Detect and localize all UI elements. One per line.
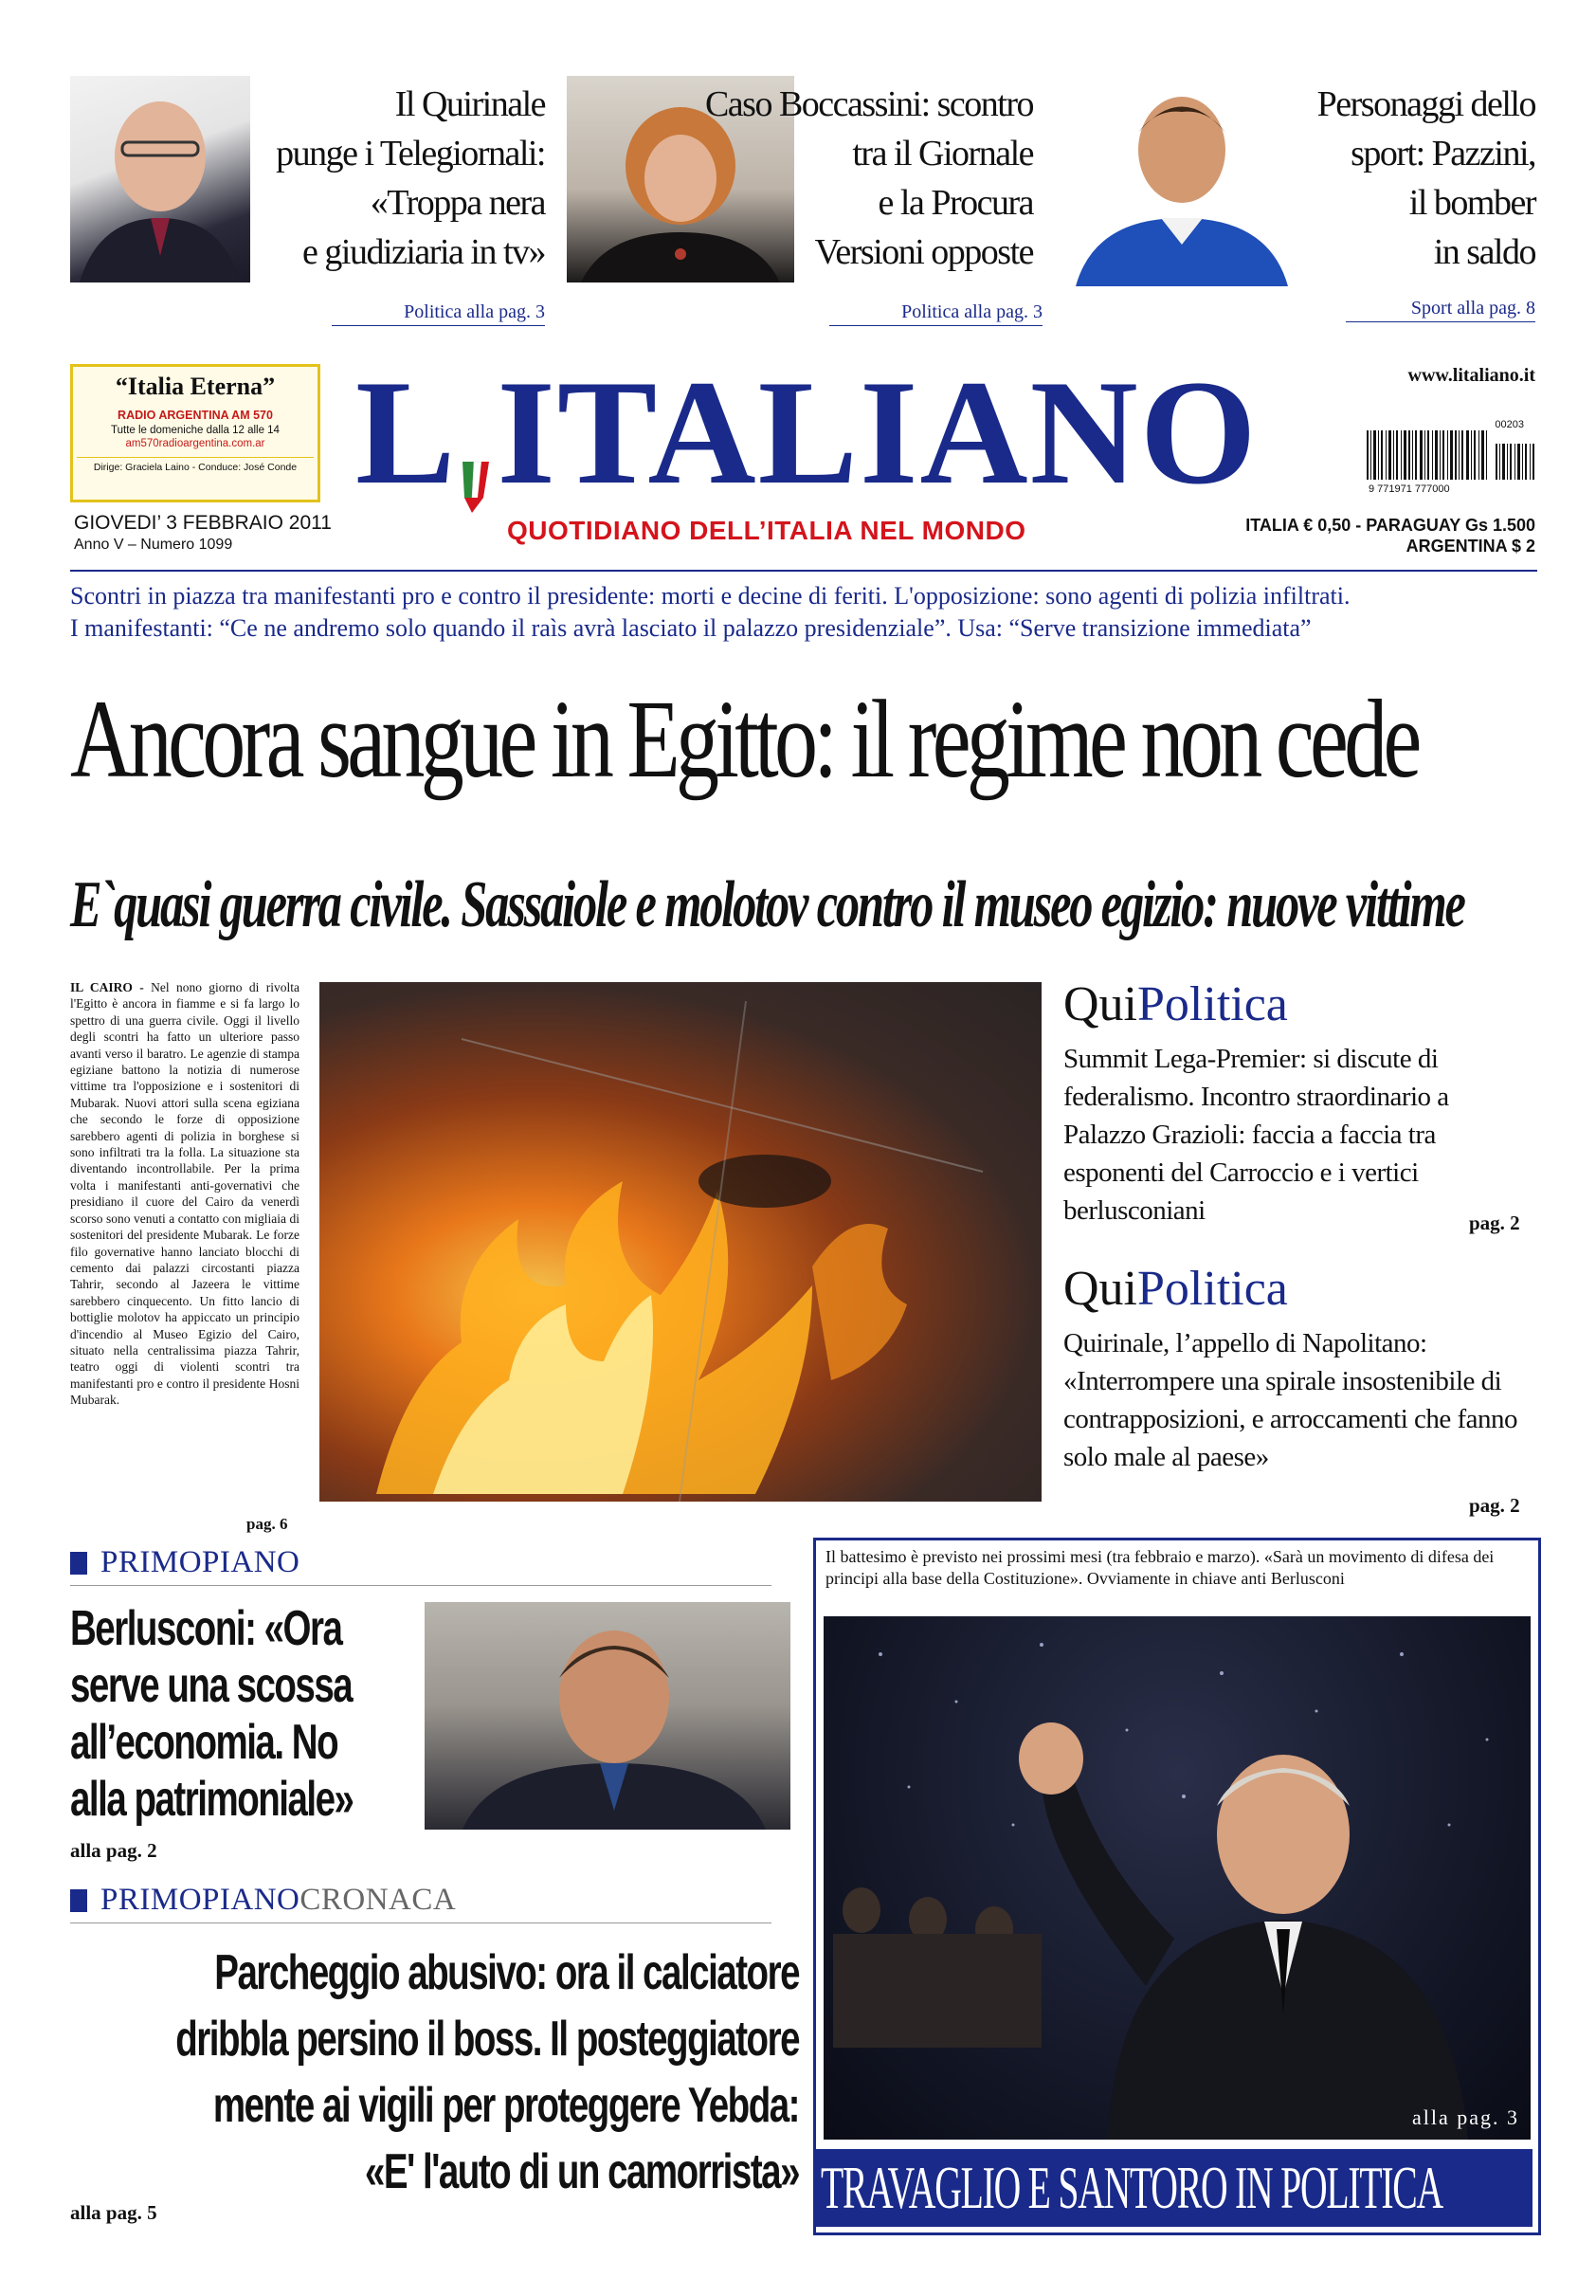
primopiano-rule	[70, 1585, 771, 1586]
radio-box-schedule: Tutte le domeniche dalla 12 alle 14	[111, 425, 280, 436]
masthead-name-rest: ITALIANO	[497, 350, 1259, 516]
section-square-icon	[70, 1889, 87, 1912]
masthead-tagline: QUOTIDIANO DELL’ITALIA NEL MONDO	[507, 516, 1026, 545]
quipolitica-1-head: QuiPolitica	[1063, 977, 1288, 1031]
primopiano-page-ref[interactable]: alla pag. 2	[70, 1839, 157, 1862]
italian-flag-apostrophe-icon	[459, 385, 491, 440]
radio-box-site: am570radioargentina.com.ar	[125, 438, 265, 449]
teaser-3-title: Personaggi dello sport: Pazzini, il bomber in saldo	[1316, 84, 1535, 272]
teaser-2-title: Caso Boccassini: scontro tra il Giornale e la Procura Versioni opposte	[704, 84, 1033, 272]
flames-icon	[319, 982, 1042, 1502]
teaser-1-link[interactable]: Politica alla pag. 3	[332, 301, 545, 326]
lead-kicker: Scontri in piazza tra manifestanti pro e contro il presidente: morti e decine di feriti. L'opposizione: sono agenti di polizia infiltrati. I manifestanti: “Ce ne andremo solo quando il raìs avrà lasciato il palazzo presidenziale”. Usa: “Serve transizione immediata”	[70, 582, 1351, 642]
cronaca-page-ref[interactable]: alla pag. 5	[70, 2201, 157, 2224]
masthead-logo[interactable]	[355, 350, 1332, 516]
quipolitica-2-head: QuiPolitica	[1063, 1262, 1288, 1316]
travaglio-photo-page-ref[interactable]: alla pag. 3	[1411, 2105, 1519, 2129]
masthead-name-l: L	[355, 350, 458, 516]
quipolitica-2-page-ref[interactable]: pag. 2	[1469, 1494, 1520, 1517]
teaser-2-link[interactable]: Politica alla pag. 3	[829, 301, 1043, 326]
quipolitica-1-body[interactable]: Summit Lega-Premier: si discute di federalismo. Incontro straordinario a Palazzo Grazioli: faccia a faccia tra esponenti del Carroccio e i vertici berlusconiani	[1063, 1044, 1449, 1226]
primopiano-section-label: PRIMOPIANO	[70, 1545, 299, 1580]
masthead-rule	[70, 570, 1537, 572]
berlusconi-photo	[425, 1602, 790, 1830]
issue-number: Anno V – Numero 1099	[74, 537, 233, 553]
radio-box-station: RADIO ARGENTINA AM 570	[118, 409, 273, 422]
lead-headline[interactable]: Ancora sangue in Egitto: il regime non cede	[70, 677, 1418, 801]
section-square-icon	[70, 1552, 87, 1575]
travaglio-banner: TRAVAGLIO E SANTORO IN POLITICA	[816, 2149, 1533, 2227]
radio-box[interactable]	[70, 364, 320, 502]
teaser-1-title: Il Quirinale punge i Telegiornali: «Troppa nera e giudiziaria in tv»	[276, 84, 545, 272]
lead-subhead: E`quasi guerra civile. Sassaiole e molotov contro il museo egizio: nuove vittime	[70, 868, 1464, 941]
portrait-silhouette-icon	[70, 76, 250, 282]
travaglio-box[interactable]	[813, 1538, 1541, 2235]
napolitano-photo	[70, 76, 250, 282]
travaglio-caption: Il battesimo è previsto nei prossimi mesi (tra febbraio e marzo). «Sarà un movimento di difesa dei principi alla base della Costituzione». Ovviamente in chiave anti Berlusconi	[825, 1547, 1495, 1588]
quipolitica-1-page-ref[interactable]: pag. 2	[1469, 1212, 1520, 1234]
barcode-icon	[1365, 430, 1535, 487]
barcode: 00203 9 771971 777000	[1365, 417, 1535, 498]
quipolitica-2-body[interactable]: Quirinale, l’appello di Napolitano: «Interrompere una spirale insostenibile di contrapposizioni, e arroccamenti che fanno solo male al paese»	[1063, 1328, 1518, 1472]
lead-page-ref[interactable]: pag. 6	[246, 1515, 288, 1533]
cronaca-headline[interactable]: Parcheggio abusivo: ora il calciatore dribbla persino il boss. Il posteggiatore mente ai vigili per proteggere Yebda: «E' l'auto di un camorrista»	[175, 1945, 800, 2199]
primopiano-headline[interactable]: Berlusconi: «Ora serve una scossa all’economia. No alla patrimoniale»	[70, 1601, 354, 1827]
cairo-fire-photo	[319, 982, 1042, 1502]
cronaca-section-label: PRIMOPIANOCRONACA	[70, 1883, 456, 1918]
radio-box-title: “Italia Eterna”	[115, 373, 276, 400]
website-link[interactable]: www.litaliano.it	[1407, 365, 1535, 386]
stage-scene-icon	[824, 1616, 1531, 2140]
travaglio-photo	[824, 1616, 1531, 2140]
cronaca-rule	[70, 1922, 771, 1923]
issue-date: GIOVEDI’ 3 FEBBRAIO 2011	[74, 512, 332, 534]
lead-body: IL CAIRO - Nel nono giorno di rivolta l'Egitto è ancora in fiamme e si fa largo lo spettro di una guerra civile. Oggi il livello degli scontri ha fatto un ulteriore passo avanti verso il baratro. Le agenzie di stampa egiziane battono la notizia di numerose vittime tra l'opposizione e i sostenitori di Mubarak. Nuovi attori sulla scena egiziana che secondo le forze di opposizione sarebbero agenti di polizia in borghese si sono infiltrati tra la folla. La situazione sta diventando incontrollabile. Per la prima volta i manifestanti anti-governativi che presidiano il cuore del Cairo da venerdì scorso sono venuti a contatto con migliaia di sostenitori del presidente Mubarak. Le forze filo governative hanno lanciato blocchi di cemento dai palazzi circostanti piazza Tahrir, secondo al Jazeera le vittime sarebbero cinquecento. Un fitto lancio di bottiglie molotov ha appiccato un principio d'incendio al Museo Egizio del Cairo, situato nella centralissima piazza Tahrir, teatro oggi di violenti scontri tra manifestanti pro e contro il presidente Hosni Mubarak.	[70, 980, 300, 1408]
portrait-silhouette-icon	[425, 1602, 790, 1830]
price-line-1: ITALIA € 0,50 - PARAGUAY Gs 1.500	[1245, 516, 1535, 535]
price-line-2: ARGENTINA $ 2	[1406, 537, 1535, 556]
radio-box-credits: Dirige: Graciela Laino - Conduce: José Conde	[93, 462, 298, 473]
teaser-3-link[interactable]: Sport alla pag. 8	[1346, 298, 1535, 322]
